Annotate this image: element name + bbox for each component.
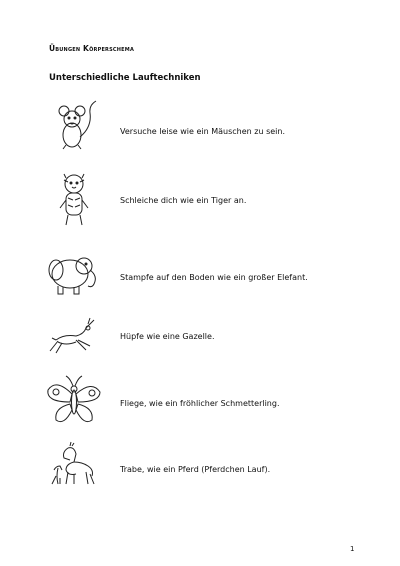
- exercise-row-gazelle: [44, 310, 374, 370]
- exercise-row-butterfly: [44, 372, 374, 432]
- tiger-icon: [44, 170, 104, 230]
- butterfly-icon: [44, 372, 104, 432]
- document-header: Übungen Körperschema: [49, 44, 135, 53]
- exercise-text: Stampfe auf den Boden wie ein großer Elefant.: [120, 273, 308, 282]
- elephant-icon: [44, 246, 104, 306]
- exercise-text: Versuche leise wie ein Mäuschen zu sein.: [120, 127, 286, 136]
- exercise-text: Trabe, wie ein Pferd (Pferdchen Lauf).: [120, 465, 271, 474]
- mouse-icon: [44, 97, 104, 157]
- exercise-text: Schleiche dich wie ein Tiger an.: [120, 196, 247, 205]
- page-number: 1: [350, 545, 355, 553]
- exercise-text: Fliege, wie ein fröhlicher Schmetterling.: [120, 399, 280, 408]
- horse-icon: [44, 440, 104, 500]
- gazelle-icon: [44, 310, 104, 370]
- section-subtitle: Unterschiedliche Lauftechniken: [49, 73, 201, 83]
- exercise-row-tiger: [44, 170, 374, 230]
- exercise-text: Hüpfe wie eine Gazelle.: [120, 332, 215, 341]
- exercise-row-mouse: [44, 97, 374, 157]
- exercise-row-elephant: [44, 246, 374, 306]
- exercise-row-horse: [44, 440, 374, 500]
